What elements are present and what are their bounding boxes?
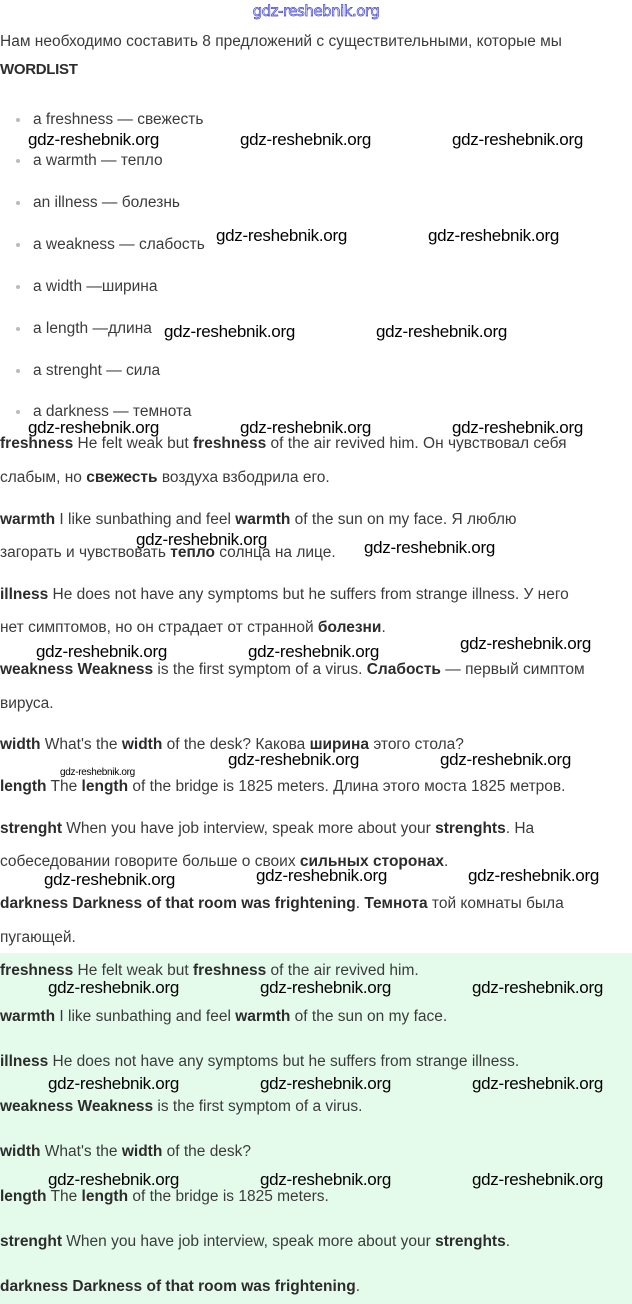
sentence-line [0, 820, 534, 838]
sentence-text: воздуха взбодрила его. [157, 469, 330, 486]
sentence-text: of the sun on my face. Я люблю [290, 511, 517, 528]
wordlist-item [16, 362, 160, 380]
sentence-line [0, 695, 54, 713]
keyword: freshness [0, 435, 74, 452]
watermark: gdz-reshebnik.org [48, 978, 179, 997]
wordlist-item [16, 194, 180, 212]
watermark: gdz-reshebnik.org [440, 750, 571, 769]
watermark: gdz-reshebnik.org [452, 130, 583, 149]
watermark: gdz-reshebnik.org [60, 767, 135, 778]
sentence-line [0, 1188, 329, 1206]
sentence-text: . [443, 853, 449, 870]
sentence-text: солнца на лице. [214, 544, 336, 561]
watermark: gdz-reshebnik.org [48, 1074, 179, 1093]
wordlist-item [16, 236, 205, 254]
sentence-line [0, 1053, 519, 1071]
sentence-text: вируса. [0, 695, 54, 712]
watermark: gdz-reshebnik.org [228, 750, 359, 769]
bullet-icon [16, 410, 20, 414]
sentence-text: . [381, 619, 386, 636]
sentence-text: of the desk? [162, 1143, 252, 1160]
keyword: strenght [0, 1233, 62, 1250]
wordlist-item-text: a strenght — сила [33, 362, 161, 379]
watermark: gdz-reshebnik.org [260, 1074, 391, 1093]
watermark: gdz-reshebnik.org [364, 538, 495, 557]
keyword: Слабость [366, 661, 441, 678]
sentence-text: нет симптомов, но он страдает от странной [0, 619, 318, 636]
sentence-line [0, 1233, 510, 1251]
bullet-icon [16, 369, 20, 373]
keyword: weakness Weakness [0, 1098, 154, 1115]
wordlist-item-text: a freshness — свежесть [33, 111, 204, 128]
keyword: width [121, 736, 163, 753]
sentence-text: . На [505, 820, 535, 837]
sentence-line [0, 1098, 362, 1116]
keyword: darkness Darkness of that room was frightening [0, 895, 356, 912]
english-answer-block [0, 953, 632, 1304]
keyword: width [0, 1143, 41, 1160]
sentence-line [0, 469, 330, 487]
sentence-text: When you have job interview, speak more about your [62, 820, 436, 837]
sentence-line [0, 778, 565, 796]
sentence-line [0, 895, 564, 913]
sentence-text: слабым, но [0, 469, 87, 486]
sentence-text: He felt weak but [73, 962, 193, 979]
watermark: gdz-reshebnik.org [472, 1170, 603, 1189]
sentence-text: He felt weak but [73, 435, 193, 452]
keyword: length [0, 778, 47, 795]
sentence-text: of the air revived him. Он чувствовал себя [266, 435, 567, 452]
bullet-icon [16, 243, 20, 247]
keyword: warmth [0, 511, 56, 528]
watermark: gdz-reshebnik.org [28, 130, 159, 149]
sentence-text: What's the [40, 736, 122, 753]
bullet-icon [16, 159, 20, 163]
keyword: weakness Weakness [0, 661, 154, 678]
watermark: gdz-reshebnik.org [240, 130, 371, 149]
wordlist-item-text: a width —ширина [33, 278, 158, 295]
sentence-line [0, 1278, 360, 1296]
sentence-text: I like sunbathing and feel [55, 511, 236, 528]
sentence-line [0, 511, 517, 529]
keyword: warmth [0, 1008, 56, 1025]
sentence-text: . [355, 895, 365, 912]
watermark: gdz-reshebnik.org [256, 866, 387, 885]
keyword: freshness [0, 962, 74, 979]
sentence-text: . [355, 1278, 361, 1295]
sentence-text: . [505, 1233, 511, 1250]
keyword: Темнота [364, 895, 428, 912]
keyword: length [0, 1188, 47, 1205]
wordlist-item-text: a warmth — тепло [33, 152, 163, 169]
keyword: freshness [193, 435, 267, 452]
watermark: gdz-reshebnik.org [44, 870, 175, 889]
keyword: illness [0, 586, 49, 603]
wordlist-item-text: an illness — болезнь [33, 194, 180, 211]
wordlist-item-text: a darkness — темнота [33, 403, 192, 420]
sentence-line [0, 1008, 447, 1026]
sentence-line [0, 619, 386, 637]
sentence-text: The [46, 778, 82, 795]
wordlist-heading: WORDLIST [0, 61, 78, 78]
watermark: gdz-reshebnik.org [164, 322, 295, 341]
sentence-text: When you have job interview, speak more about your [62, 1233, 436, 1250]
sentence-text: He does not have any symptoms but he suffers from strange illness. У него [48, 586, 569, 603]
sentence-text: What's the [40, 1143, 122, 1160]
watermark: gdz-reshebnik.org [472, 1074, 603, 1093]
watermark: gdz-reshebnik.org [428, 226, 559, 245]
keyword: freshness [193, 962, 267, 979]
watermark: gdz-reshebnik.org [36, 642, 167, 661]
wordlist-item-text: a length —длина [33, 320, 152, 337]
keyword: warmth [235, 511, 291, 528]
sentence-text: of the bridge is 1825 meters. [128, 1188, 329, 1205]
watermark: gdz-reshebnik.org [48, 1170, 179, 1189]
sentence-text: — первый симптом [440, 661, 585, 678]
sentence-text: собеседовании говорите больше о своих [0, 853, 300, 870]
wordlist-item [16, 111, 203, 129]
sentence-text: The [46, 1188, 82, 1205]
sentence-text: is the first symptom of a virus. [153, 1098, 363, 1115]
keyword: length [81, 1188, 129, 1205]
watermark: gdz-reshebnik.org [136, 530, 267, 549]
watermark: gdz-reshebnik.org [28, 418, 159, 437]
sentence-line [0, 586, 569, 604]
keyword: strenght [0, 820, 62, 837]
watermark: gdz-reshebnik.org [452, 418, 583, 437]
watermark: gdz-reshebnik.org [260, 1170, 391, 1189]
keyword: width [121, 1143, 163, 1160]
keyword: darkness Darkness of that room was frightening [0, 1278, 356, 1295]
bullet-icon [16, 118, 20, 122]
sentence-text: of the air revived him. [266, 962, 419, 979]
wordlist-item [16, 320, 152, 338]
sentence-text: He does not have any symptoms but he suffers from strange illness. [48, 1053, 520, 1070]
keyword: strenghts [435, 1233, 506, 1250]
watermark-top: gdz-reshebnik.org [252, 2, 380, 20]
sentence-text: I like sunbathing and feel [55, 1008, 236, 1025]
bullet-icon [16, 327, 20, 331]
watermark: gdz-reshebnik.org [460, 634, 591, 653]
sentence-text: пугающей. [0, 929, 76, 946]
sentence-text: of the sun on my face. [290, 1008, 448, 1025]
sentence-line [0, 929, 76, 947]
wordlist-item-text: a weakness — слабость [33, 236, 205, 253]
watermark: gdz-reshebnik.org [260, 978, 391, 997]
keyword: illness [0, 1053, 49, 1070]
keyword: болезни [317, 619, 382, 636]
watermark: gdz-reshebnik.org [248, 642, 379, 661]
keyword: strenghts [435, 820, 506, 837]
watermark: gdz-reshebnik.org [216, 226, 347, 245]
sentence-text: этого стола? [369, 736, 464, 753]
bullet-icon [16, 201, 20, 205]
keyword: тепло [170, 544, 215, 561]
watermark: gdz-reshebnik.org [468, 866, 599, 885]
keyword: length [81, 778, 129, 795]
sentence-text: is the first symptom of a virus. [153, 661, 367, 678]
keyword: сильных сторонах [299, 853, 444, 870]
watermark: gdz-reshebnik.org [472, 978, 603, 997]
keyword: ширина [309, 736, 370, 753]
sentence-line [0, 1143, 251, 1161]
sentence-text: of the bridge is 1825 meters. Длина этого моста 1825 метров. [128, 778, 566, 795]
sentence-text: той комнаты была [427, 895, 564, 912]
wordlist-item [16, 152, 163, 170]
keyword: width [0, 736, 41, 753]
bullet-icon [16, 285, 20, 289]
intro-text: Нам необходимо составить 8 предложений с существительными, которые мы [0, 33, 562, 50]
sentence-line [0, 661, 585, 679]
wordlist-item [16, 278, 157, 296]
sentence-text: загорать и чувствовать [0, 544, 171, 561]
keyword: warmth [235, 1008, 291, 1025]
watermark: gdz-reshebnik.org [240, 418, 371, 437]
watermark: gdz-reshebnik.org [376, 322, 507, 341]
keyword: свежесть [86, 469, 158, 486]
sentence-text: of the desk? Какова [162, 736, 310, 753]
